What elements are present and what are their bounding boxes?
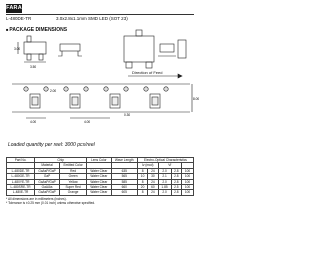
- table-cell: Water Clear: [87, 184, 111, 189]
- table-cell: 565: [111, 174, 137, 179]
- table-cell: 585: [111, 179, 137, 184]
- table-cell: 24: [148, 190, 158, 195]
- table-cell: 2.8: [171, 168, 182, 173]
- table-cell: 1.85: [158, 184, 171, 189]
- footnote: * All dimensions are in millimeters (inches).: [6, 197, 67, 201]
- part-description: 3.0x2.8x1.1mm SMD LED (SOT 23): [56, 16, 128, 21]
- lead-bottom-left: [27, 54, 31, 60]
- col-header: Electro-Optical Characteristics: [137, 158, 193, 163]
- dim-label: 4.00: [84, 120, 91, 124]
- package-side-view: [58, 44, 82, 56]
- table-cell: 605: [111, 190, 137, 195]
- package-top-view: [18, 36, 46, 62]
- table-cell: 24: [148, 179, 158, 184]
- table-cell: 8: [137, 179, 147, 184]
- table-cell: 30: [148, 174, 158, 179]
- table-cell: 8: [137, 190, 147, 195]
- col-header: Wave Length: [111, 158, 137, 163]
- dim-label: 2.00: [50, 89, 57, 93]
- table-cell: Water Clear: [87, 168, 111, 173]
- dim-label: 3.50: [30, 65, 37, 69]
- col-header: Material: [35, 163, 60, 168]
- table-cell: GaAsP/GaP: [35, 179, 60, 184]
- table-cell: Super Red: [59, 184, 86, 189]
- table-cell: 100: [182, 174, 194, 179]
- table-cell: Green: [59, 174, 86, 179]
- col-header: Emitted Color: [59, 163, 86, 168]
- table-cell: 2.5: [171, 184, 182, 189]
- table-cell: 2.8: [171, 179, 182, 184]
- table-cell: 8: [137, 168, 147, 173]
- dim-label: 3.00: [14, 47, 21, 51]
- col-header: Lens Color: [87, 158, 111, 163]
- col-header: Chip: [35, 158, 87, 163]
- table-cell: Red: [59, 168, 86, 173]
- table-row: [7, 190, 194, 195]
- dim-label: 4.00: [30, 120, 37, 124]
- table-cell: 2.8: [171, 174, 182, 179]
- lead-bottom-right: [39, 54, 43, 60]
- table-cell: 100: [182, 190, 194, 195]
- part-number: L-480DE-TR: [6, 16, 32, 21]
- table-cell: 100: [182, 168, 194, 173]
- table-cell: 100: [182, 179, 194, 184]
- section-title: ■ PACKAGE DIMENSIONS: [6, 27, 67, 33]
- table-cell: Water Clear: [87, 174, 111, 179]
- table-cell: Yellow: [59, 179, 86, 184]
- table-cell: Water Clear: [87, 179, 111, 184]
- table-cell: 635: [111, 168, 137, 173]
- table-cell: 2.0: [158, 168, 171, 173]
- footnote: * Tolerance is ±0.25 mm (0.01 inch) unless otherwise specified.: [6, 201, 96, 205]
- table-cell: Water Clear: [87, 190, 111, 195]
- table-cell: 20: [137, 184, 147, 189]
- table-cell: 60: [148, 184, 158, 189]
- table-cell: GaAlAs: [35, 184, 60, 189]
- table-cell: Orange: [59, 190, 86, 195]
- dim-label: 0.30: [124, 113, 131, 117]
- table-cell: 2.0: [158, 179, 171, 184]
- table-cell: 24: [148, 168, 158, 173]
- table-cell: L-480GE-TR: [7, 174, 35, 179]
- table-cell: 660: [111, 184, 137, 189]
- company-logo: FARA: [6, 5, 22, 11]
- table-cell: L-480E-TR: [7, 190, 35, 195]
- table-cell: 100: [182, 184, 194, 189]
- col-header: Iv (mcd): [137, 163, 158, 168]
- table-cell: 2.1: [158, 174, 171, 179]
- spec-table: [6, 157, 194, 196]
- feed-direction-label: Direction of Feed: [132, 70, 163, 75]
- table-cell: 2.8: [171, 190, 182, 195]
- col-header: Vf: [158, 163, 182, 168]
- table-cell: 10: [137, 174, 147, 179]
- dim-label: 8.00: [193, 97, 200, 101]
- col-header: Part No.: [7, 158, 35, 163]
- loaded-quantity-note: Loaded quantity per reel: 3000 pcs/reel: [8, 142, 95, 148]
- table-cell: 2.0: [158, 190, 171, 195]
- table-cell: GaAsP/GaP: [35, 168, 60, 173]
- table-cell: L-480SRE-TR: [7, 184, 35, 189]
- table-cell: GaP: [35, 174, 60, 179]
- carrier-tape: [12, 74, 192, 118]
- table-cell: GaAsP/GaP: [35, 190, 60, 195]
- table-cell: L-480YE-TR: [7, 179, 35, 184]
- table-cell: L-480DE-TR: [7, 168, 35, 173]
- package-body: [24, 42, 46, 54]
- detail-views: [124, 30, 186, 68]
- lead-top: [27, 36, 31, 42]
